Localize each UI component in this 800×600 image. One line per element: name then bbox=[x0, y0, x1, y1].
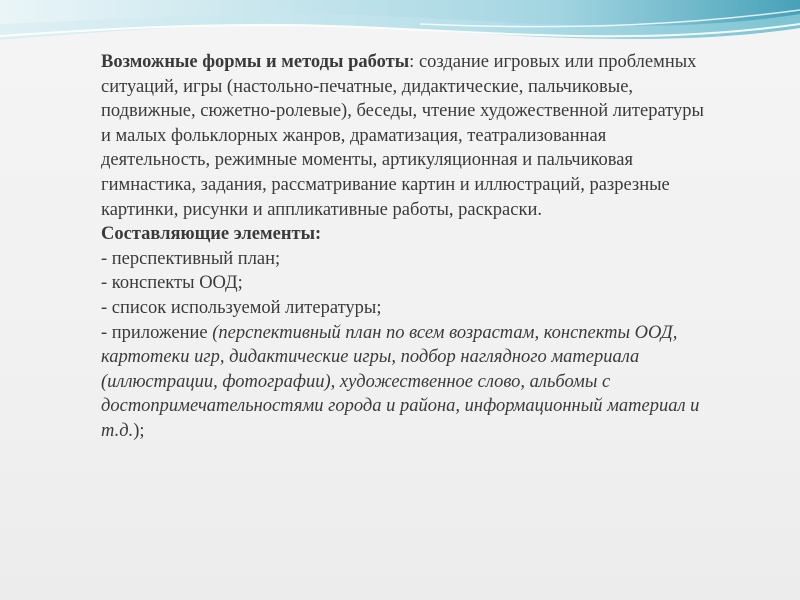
components-heading: Составляющие элементы: bbox=[101, 224, 322, 245]
appendix-label: - приложение bbox=[101, 322, 213, 343]
appendix-item bbox=[101, 321, 711, 444]
list-item: - перспективный план; bbox=[101, 248, 281, 269]
list-item: - конспекты ООД; bbox=[101, 273, 243, 294]
appendix-detail: (перспективный план по всем возрастам, конспекты ООД, картотеки игр, дидактические игры, подбор наглядного материала (иллюстрации, фотографии), художественное слово, альбомы с достопримечательностями города и района, информационный материал и т.д. bbox=[101, 322, 700, 441]
content-text bbox=[101, 50, 711, 444]
appendix-end: ); bbox=[133, 420, 145, 441]
forms-paragraph bbox=[101, 50, 711, 222]
forms-colon: : bbox=[409, 52, 415, 72]
forms-text: создание игровых или проблемных ситуаций, игры (настольно-печатные, дидактические, пальчиковые, подвижные, сюжетно-ролевые), беседы, чтение художественной литературы и малых фольклорных жанров, драматизация, театрализованная деятельность, режимные моменты, артикуляционная и пальчиковая гимнастика, задания, рассматривание картин и иллюстраций, разрезные картинки, рисунки и аппликативные работы, раскраски. bbox=[101, 52, 704, 220]
list-item: - список используемой литературы; bbox=[101, 297, 382, 318]
components-heading-line bbox=[101, 222, 711, 247]
forms-heading: Возможные формы и методы работы bbox=[101, 52, 410, 72]
